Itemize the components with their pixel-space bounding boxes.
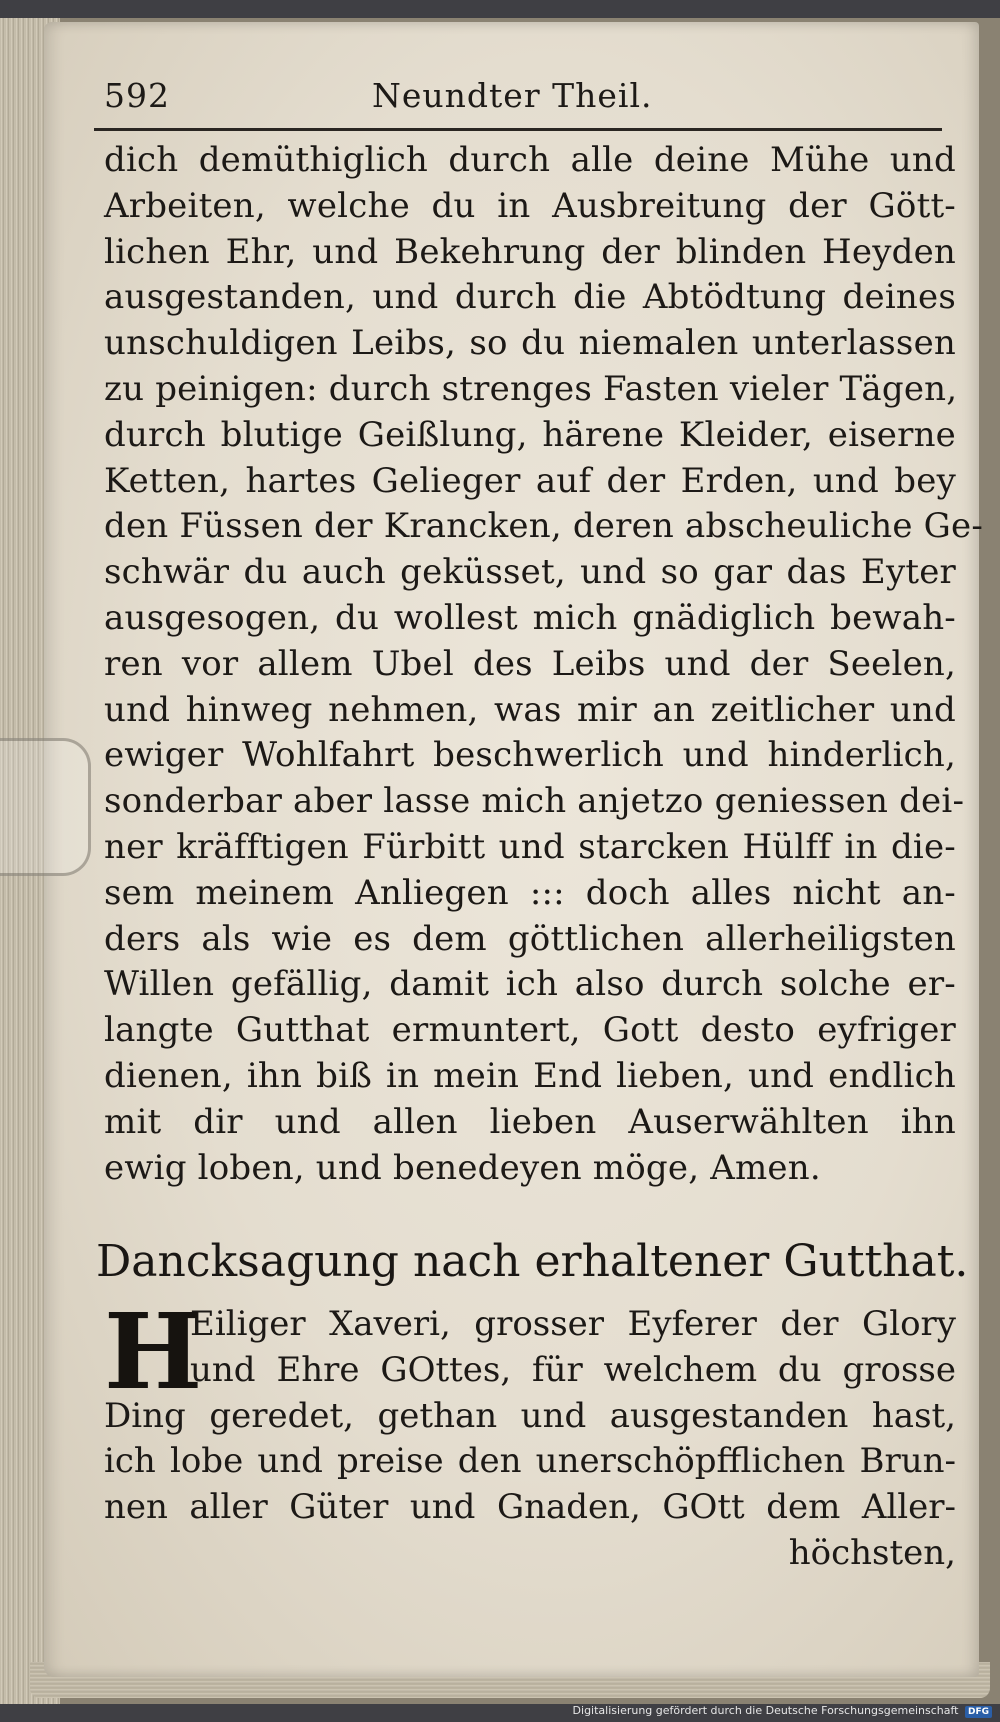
text-line: ders als wie es dem göttlichen allerheiligsten bbox=[104, 918, 956, 959]
text-line: schwär du auch geküsset, und so gar das Eyter bbox=[104, 552, 956, 593]
running-title: Neundter Theil. bbox=[372, 76, 653, 115]
drop-cap-initial: H bbox=[104, 1290, 203, 1413]
page-clip bbox=[0, 738, 91, 876]
thanksgiving-text bbox=[104, 1290, 956, 1577]
text-line: Eiliger Xaveri, grosser Eyferer der Glory bbox=[190, 1304, 956, 1344]
text-line: sem meinem Anliegen ::: doch alles nicht an- bbox=[104, 872, 956, 913]
text-line: dich demüthiglich durch alle deine Mühe und bbox=[104, 140, 956, 180]
text-line: durch blutige Geißlung, härene Kleider, eiserne bbox=[104, 414, 956, 455]
text-line: ewig loben, und benedeyen möge, Amen. bbox=[104, 1147, 821, 1188]
text-line: lichen Ehr, und Bekehrung der blinden Heyden bbox=[104, 231, 956, 272]
text-line: und hinweg nehmen, was mir an zeitlicher und bbox=[104, 689, 956, 730]
text-line: ner kräfftigen Fürbitt und starcken Hülff in die- bbox=[104, 826, 956, 867]
text-line: ausgestanden, und durch die Abtödtung deines bbox=[104, 277, 956, 318]
digitization-credit bbox=[573, 1704, 992, 1718]
text-line: Willen gefällig, damit ich also durch solche er- bbox=[104, 964, 956, 1005]
text-line: zu peinigen: durch strenges Fasten vieler Tägen, bbox=[104, 368, 958, 409]
text-line: sonderbar aber lasse mich anjetzo geniessen dei- bbox=[104, 781, 965, 822]
text-line: ausgesogen, du wollest mich gnädiglich bewah- bbox=[104, 597, 956, 638]
header-rule bbox=[94, 128, 942, 131]
credit-text: Digitalisierung gefördert durch die Deutsche Forschungsgemeinschaft bbox=[572, 1704, 959, 1717]
text-line: Arbeiten, welche du in Ausbreitung der Gött- bbox=[104, 185, 956, 226]
text-line: Ding geredet, gethan und ausgestanden hast, bbox=[104, 1395, 956, 1436]
page-header bbox=[104, 76, 944, 116]
text-line: ich lobe und preise den unerschöpfflichen Brun- bbox=[104, 1441, 956, 1482]
page-number: 592 bbox=[104, 76, 170, 115]
text-line: mit dir und allen lieben Auserwählten ihn bbox=[104, 1101, 956, 1142]
text-line: Ketten, hartes Gelieger auf der Erden, und bey bbox=[104, 460, 956, 501]
text-line: dienen, ihn biß in mein End lieben, und endlich bbox=[104, 1055, 956, 1096]
text-line: nen aller Güter und Gnaden, GOtt dem Aller- bbox=[104, 1487, 956, 1528]
text-line: und Ehre GOttes, für welchem du grosse bbox=[190, 1349, 956, 1390]
text-line: unschuldigen Leibs, so du niemalen unterlassen bbox=[104, 323, 956, 364]
text-line: den Füssen der Krancken, deren abscheuliche Ge- bbox=[104, 506, 984, 547]
dfg-logo: DFG bbox=[965, 1706, 992, 1718]
text-line: langte Gutthat ermuntert, Gott desto eyfriger bbox=[104, 1010, 956, 1051]
prayer-text bbox=[104, 138, 984, 1191]
catchword: höchsten, bbox=[788, 1532, 956, 1573]
section-heading: Dancksagung nach erhaltener Gutthat. bbox=[96, 1236, 969, 1287]
text-line: ren vor allem Ubel des Leibs und der Seelen, bbox=[104, 643, 956, 684]
text-line: ewiger Wohlfahrt beschwerlich und hinderlich, bbox=[104, 735, 956, 776]
